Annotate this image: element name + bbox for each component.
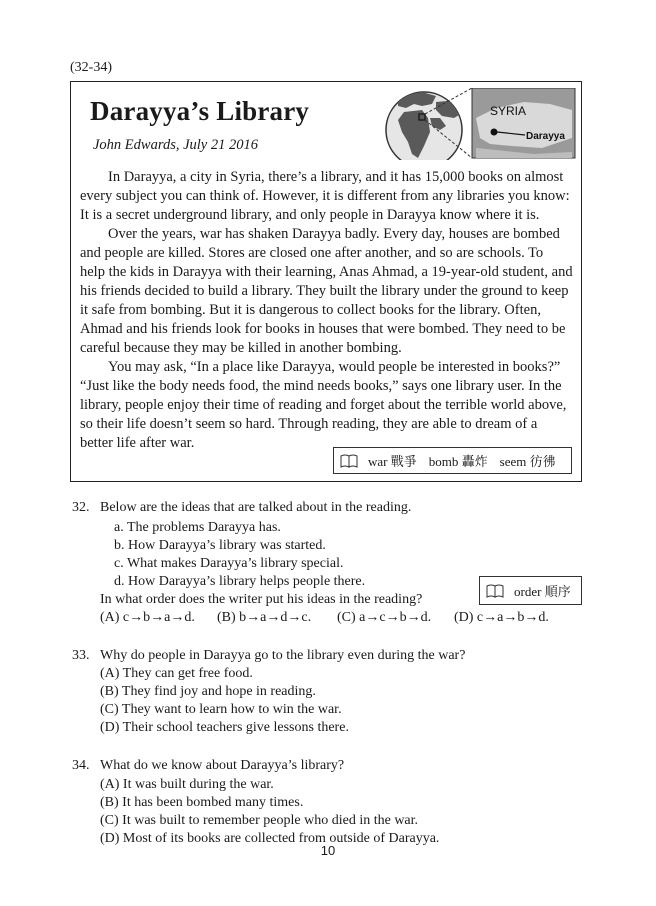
option-32-d[interactable]: (D) c→a→b→d. [454,610,549,625]
option-32-a[interactable]: (A) c→b→a→d. [100,610,195,625]
option-34-d[interactable]: (D) Most of its books are collected from outside of Darayya. [100,831,440,846]
paragraph-line: library, people enjoy their time of reading and forget about the terrible world above, [80,397,567,413]
question-32-idea: d. How Darayya’s library helps people there. [114,574,366,589]
paragraph-line: so their life doesn’t seem so hard. Through reading, they are able to dream of a [80,416,538,432]
paragraph-line: “Just like the body needs food, the mind needs books,” says one library user. In the [80,378,562,394]
question-glossary [479,576,582,605]
question-34-stem: What do we know about Darayya’s library? [100,758,345,773]
paragraph-line: his friends decided to build a library. They built the library under the ground to keep [80,283,569,299]
paragraph-line: better life after war. [80,435,195,451]
book-icon [340,454,358,468]
paragraph-line: In Darayya, a city in Syria, there’s a library, and it has 15,000 books on almost [108,169,564,185]
question-33-number: 33. [72,648,90,663]
option-34-b[interactable]: (B) It has been bombed many times. [100,795,304,810]
option-34-c[interactable]: (C) It was built to remember people who died in the war. [100,813,419,828]
question-33-stem: Why do people in Darayya go to the library even during the war? [100,648,466,663]
syria-map [384,88,576,160]
article-title: Darayya’s Library [90,96,310,126]
paragraph-line: careful because they may be killed in another bombing. [80,340,402,356]
question-range: (32-34) [70,60,112,75]
glossary-entry: bomb 轟炸 [428,454,488,469]
article-paragraph-1 [80,168,575,225]
paragraph-line: It is a secret underground library, and only people in Darayya know where it is. [80,207,540,223]
question-32-idea: c. What makes Darayya’s library special. [114,556,344,571]
book-icon [486,584,504,598]
paragraph-line: help the kids in Darayya with their learning, Anas Ahmad, a 19-year-old student, and [80,264,573,280]
question-32-idea: b. How Darayya’s library was started. [114,538,326,553]
page-number: 10 [320,843,336,858]
paragraph-line: You may ask, “In a place like Darayya, would people be interested in books?” [108,359,561,375]
glossary-entry: war 戰爭 [368,454,417,469]
question-32-stem: Below are the ideas that are talked about in the reading. [100,500,412,515]
darayya-label: Darayya [526,131,565,142]
paragraph-line: Ahmad and his friends look for books in houses that were bombed. They need to be [80,321,566,337]
option-32-b[interactable]: (B) b→a→d→c. [217,610,312,625]
question-32-number: 32. [72,500,90,515]
paragraph-line: it safe from bombing. But it is dangerous to collect books for the library. Often, [80,302,541,318]
option-33-a[interactable]: (A) They can get free food. [100,666,253,681]
question-34-number: 34. [72,758,90,773]
question-32-idea: a. The problems Darayya has. [114,520,281,535]
option-33-d[interactable]: (D) Their school teachers give lessons there. [100,720,349,735]
option-33-b[interactable]: (B) They find joy and hope in reading. [100,684,316,699]
darayya-marker-icon [491,129,498,136]
article-glossary [333,447,572,474]
option-34-a[interactable]: (A) It was built during the war. [100,777,274,792]
syria-label: SYRIA [490,104,527,118]
article-byline: John Edwards, July 21 2016 [93,137,258,153]
paragraph-line: Over the years, war has shaken Darayya badly. Every day, houses are bombed [108,226,560,242]
glossary-entry: order 順序 [514,584,571,599]
question-32-ask: In what order does the writer put his ideas in the reading? [100,592,423,607]
option-32-c[interactable]: (C) a→c→b→d. [337,610,432,625]
paragraph-line: every subject you can think of. However, it is different from any libraries you know: [80,188,570,204]
glossary-entry: seem 彷彿 [499,454,556,469]
option-33-c[interactable]: (C) They want to learn how to win the war. [100,702,342,717]
paragraph-line: and people are killed. Stores are closed one after another, and so are schools. To [80,245,544,261]
article-paragraph-2 [80,225,575,358]
article-paragraph-3 [80,358,575,453]
